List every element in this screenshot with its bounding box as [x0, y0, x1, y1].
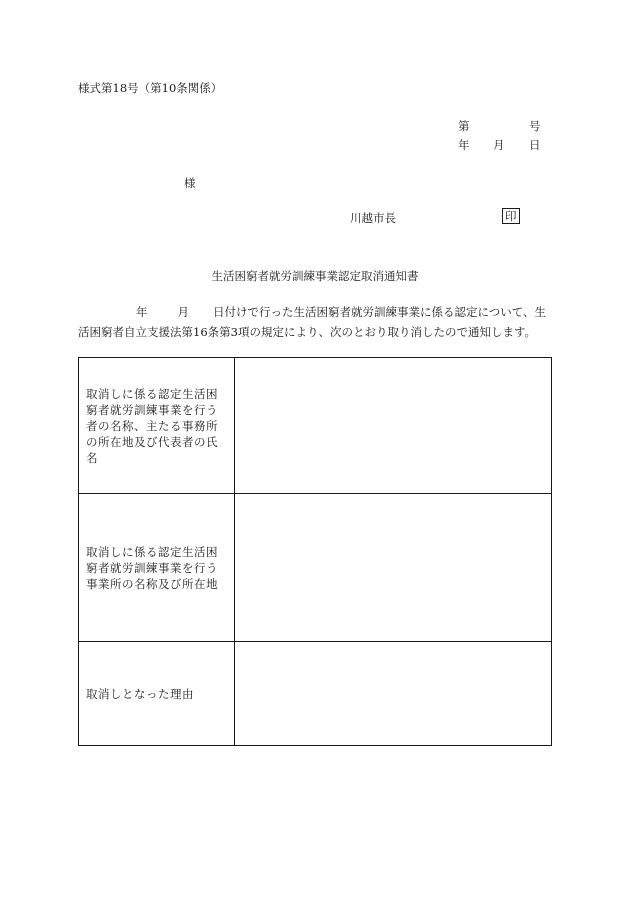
- number-suffix: 号: [529, 119, 541, 133]
- notice-body: [78, 302, 553, 342]
- date-day: 日: [529, 138, 541, 152]
- body-year: 年: [136, 305, 148, 319]
- row-label-operator: 取消しに係る認定生活困窮者就労訓練事業を行う者の名称、主たる事務所の所在地及び代表者の氏名: [79, 358, 235, 494]
- row-value-reason: [235, 642, 552, 746]
- row-label-facility: 取消しに係る認定生活困窮者就労訓練事業を行う事業所の名称及び所在地: [79, 494, 235, 642]
- date-year: 年: [458, 138, 470, 152]
- table-row: [79, 494, 552, 642]
- number-prefix: 第: [458, 119, 470, 133]
- row-value-operator: [235, 358, 552, 494]
- form-number: 様式第18号（第10条関係）: [78, 81, 223, 95]
- seal-mark: 印: [502, 208, 520, 224]
- details-table: [78, 357, 552, 746]
- table-row: [79, 358, 552, 494]
- table-row: [79, 642, 552, 746]
- date-month: 月: [493, 138, 505, 152]
- body-month: 月: [177, 305, 189, 319]
- row-label-reason: 取消しとなった理由: [79, 642, 235, 746]
- sender-title: 川越市長: [350, 211, 396, 225]
- recipient-honorific: 様: [184, 176, 196, 190]
- row-value-facility: [235, 494, 552, 642]
- document-title: 生活困窮者就労訓練事業認定取消通知書: [211, 269, 419, 283]
- body-text: 日付けで行った生活困窮者就労訓練事業に係る認定について、生活困窮者自立支援法第16条第3項の規定により、次のとおり取り消したので通知します。: [78, 305, 547, 339]
